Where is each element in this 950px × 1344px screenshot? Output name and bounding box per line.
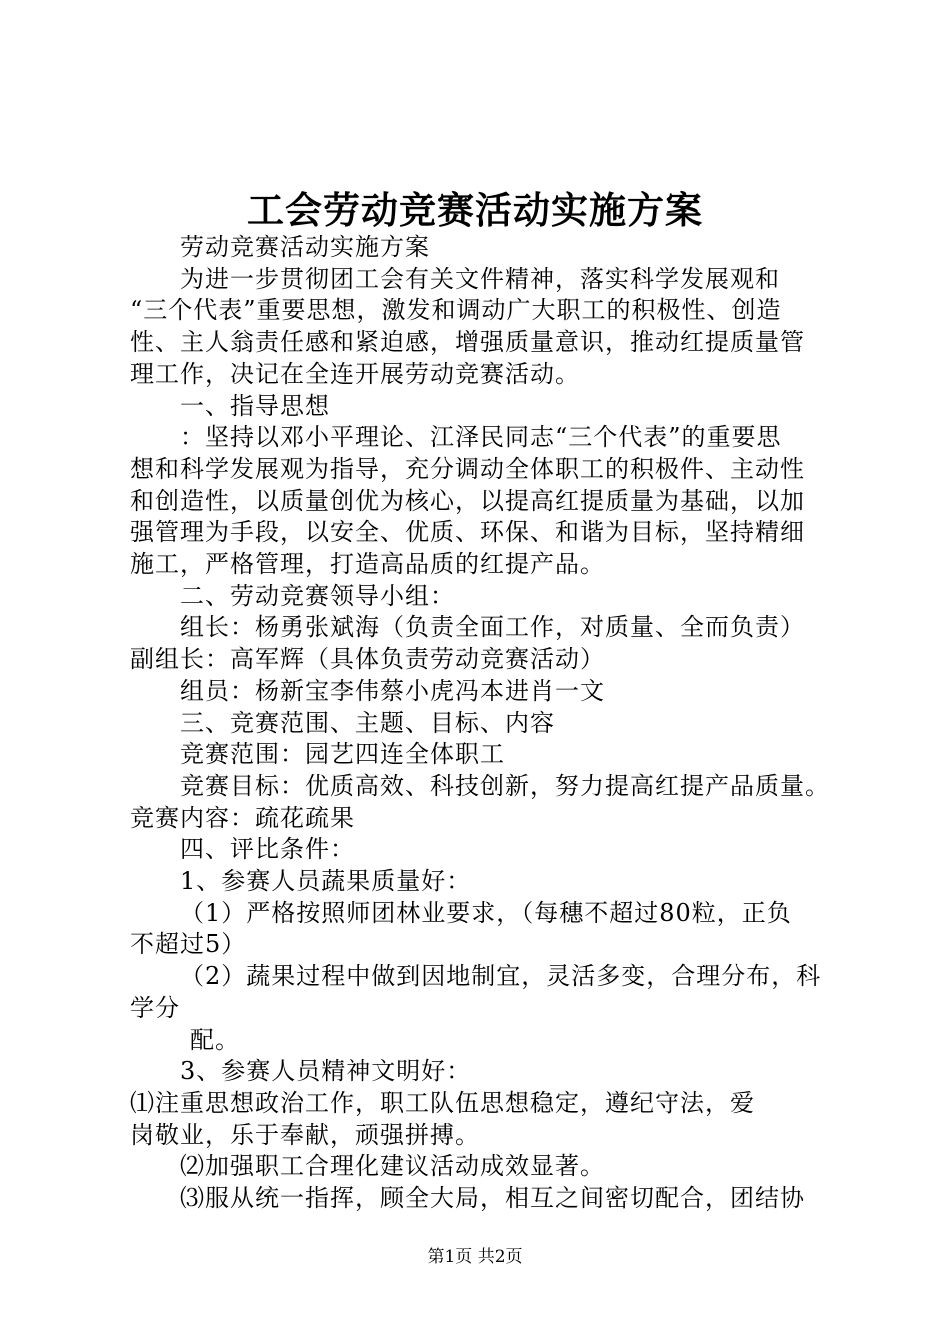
text-line: ⑴注重思想政治工作，职工队伍思想稳定，遵纪守法，爱 <box>130 1088 755 1117</box>
text-line: 性、主人翁责任感和紧迫感，增强质量意识，推动红提质量管 <box>130 328 805 357</box>
text-line: 施工，严格管理，打造高品质的红提产品。 <box>130 550 605 579</box>
text-line: 岗敬业，乐于奉献，顽强拼搏。 <box>130 1120 480 1149</box>
text-line: （2）蔬果过程中做到因地制宜，灵活多变，合理分布，科 <box>180 962 822 991</box>
text-line: 为进一步贯彻团工会有关文件精神，落实科学发展观和 <box>180 264 780 293</box>
text-line: 强管理为手段，以安全、优质、环保、和谐为目标，坚持精细 <box>130 518 805 547</box>
section-heading: 一、指导思想 <box>180 391 330 420</box>
text-line: 学分 <box>130 993 180 1022</box>
document-body <box>130 232 850 1215</box>
text-line: 竞赛范围：园艺四连全体职工 <box>180 740 505 769</box>
text-line: ：坚持以邓小平理论、江泽民同志“三个代表”的重要思 <box>180 423 782 452</box>
text-line-subtitle: 劳动竞赛活动实施方案 <box>180 233 430 261</box>
text-line: ⑶服从统一指挥，顾全大局，相互之间密切配合，团结协 <box>180 1184 805 1213</box>
text-line: 不超过5） <box>130 930 247 959</box>
text-line: ⑵加强职工合理化建议活动成效显著。 <box>180 1152 605 1181</box>
page-footer: 第1页 共2页 <box>427 1247 523 1267</box>
text-line: 3、参赛人员精神文明好： <box>180 1057 472 1086</box>
text-line: 想和科学发展观为指导，充分调动全体职工的积极件、主动性 <box>130 454 805 483</box>
document-title: 工会劳动竞赛活动实施方案 <box>247 188 703 232</box>
text-line: 竞赛内容：疏花疏果 <box>130 803 355 832</box>
text-line: 副组长：高军辉（具体负责劳动竞赛活动） <box>130 645 605 674</box>
text-line: 组员：杨新宝李伟蔡小虎冯本进肖一文 <box>180 676 605 705</box>
text-line: （1）严格按照师团林业要求，（每穗不超过80粒，正负 <box>180 898 792 927</box>
text-line: 理工作，决记在全连开展劳动竞赛活动。 <box>130 359 580 388</box>
section-heading: 四、评比条件： <box>180 835 355 864</box>
section-heading: 二、劳动竞赛领导小组： <box>180 581 455 610</box>
text-line: 和创造性，以质量创优为核心，以提高红提质量为基础，以加 <box>130 486 805 515</box>
section-heading: 三、竞赛范围、主题、目标、内容 <box>180 708 555 737</box>
text-line: 配。 <box>190 1025 240 1054</box>
text-line: 竞赛目标：优质高效、科技创新，努力提高红提产品质量。 <box>180 771 830 800</box>
text-line: 1、参赛人员蔬果质量好： <box>180 867 472 896</box>
text-line: “三个代表”重要思想，激发和调动广大职工的积极性、创造 <box>130 296 782 325</box>
text-line: 组长：杨勇张斌海（负责全面工作，对质量、全而负责） <box>180 613 805 642</box>
